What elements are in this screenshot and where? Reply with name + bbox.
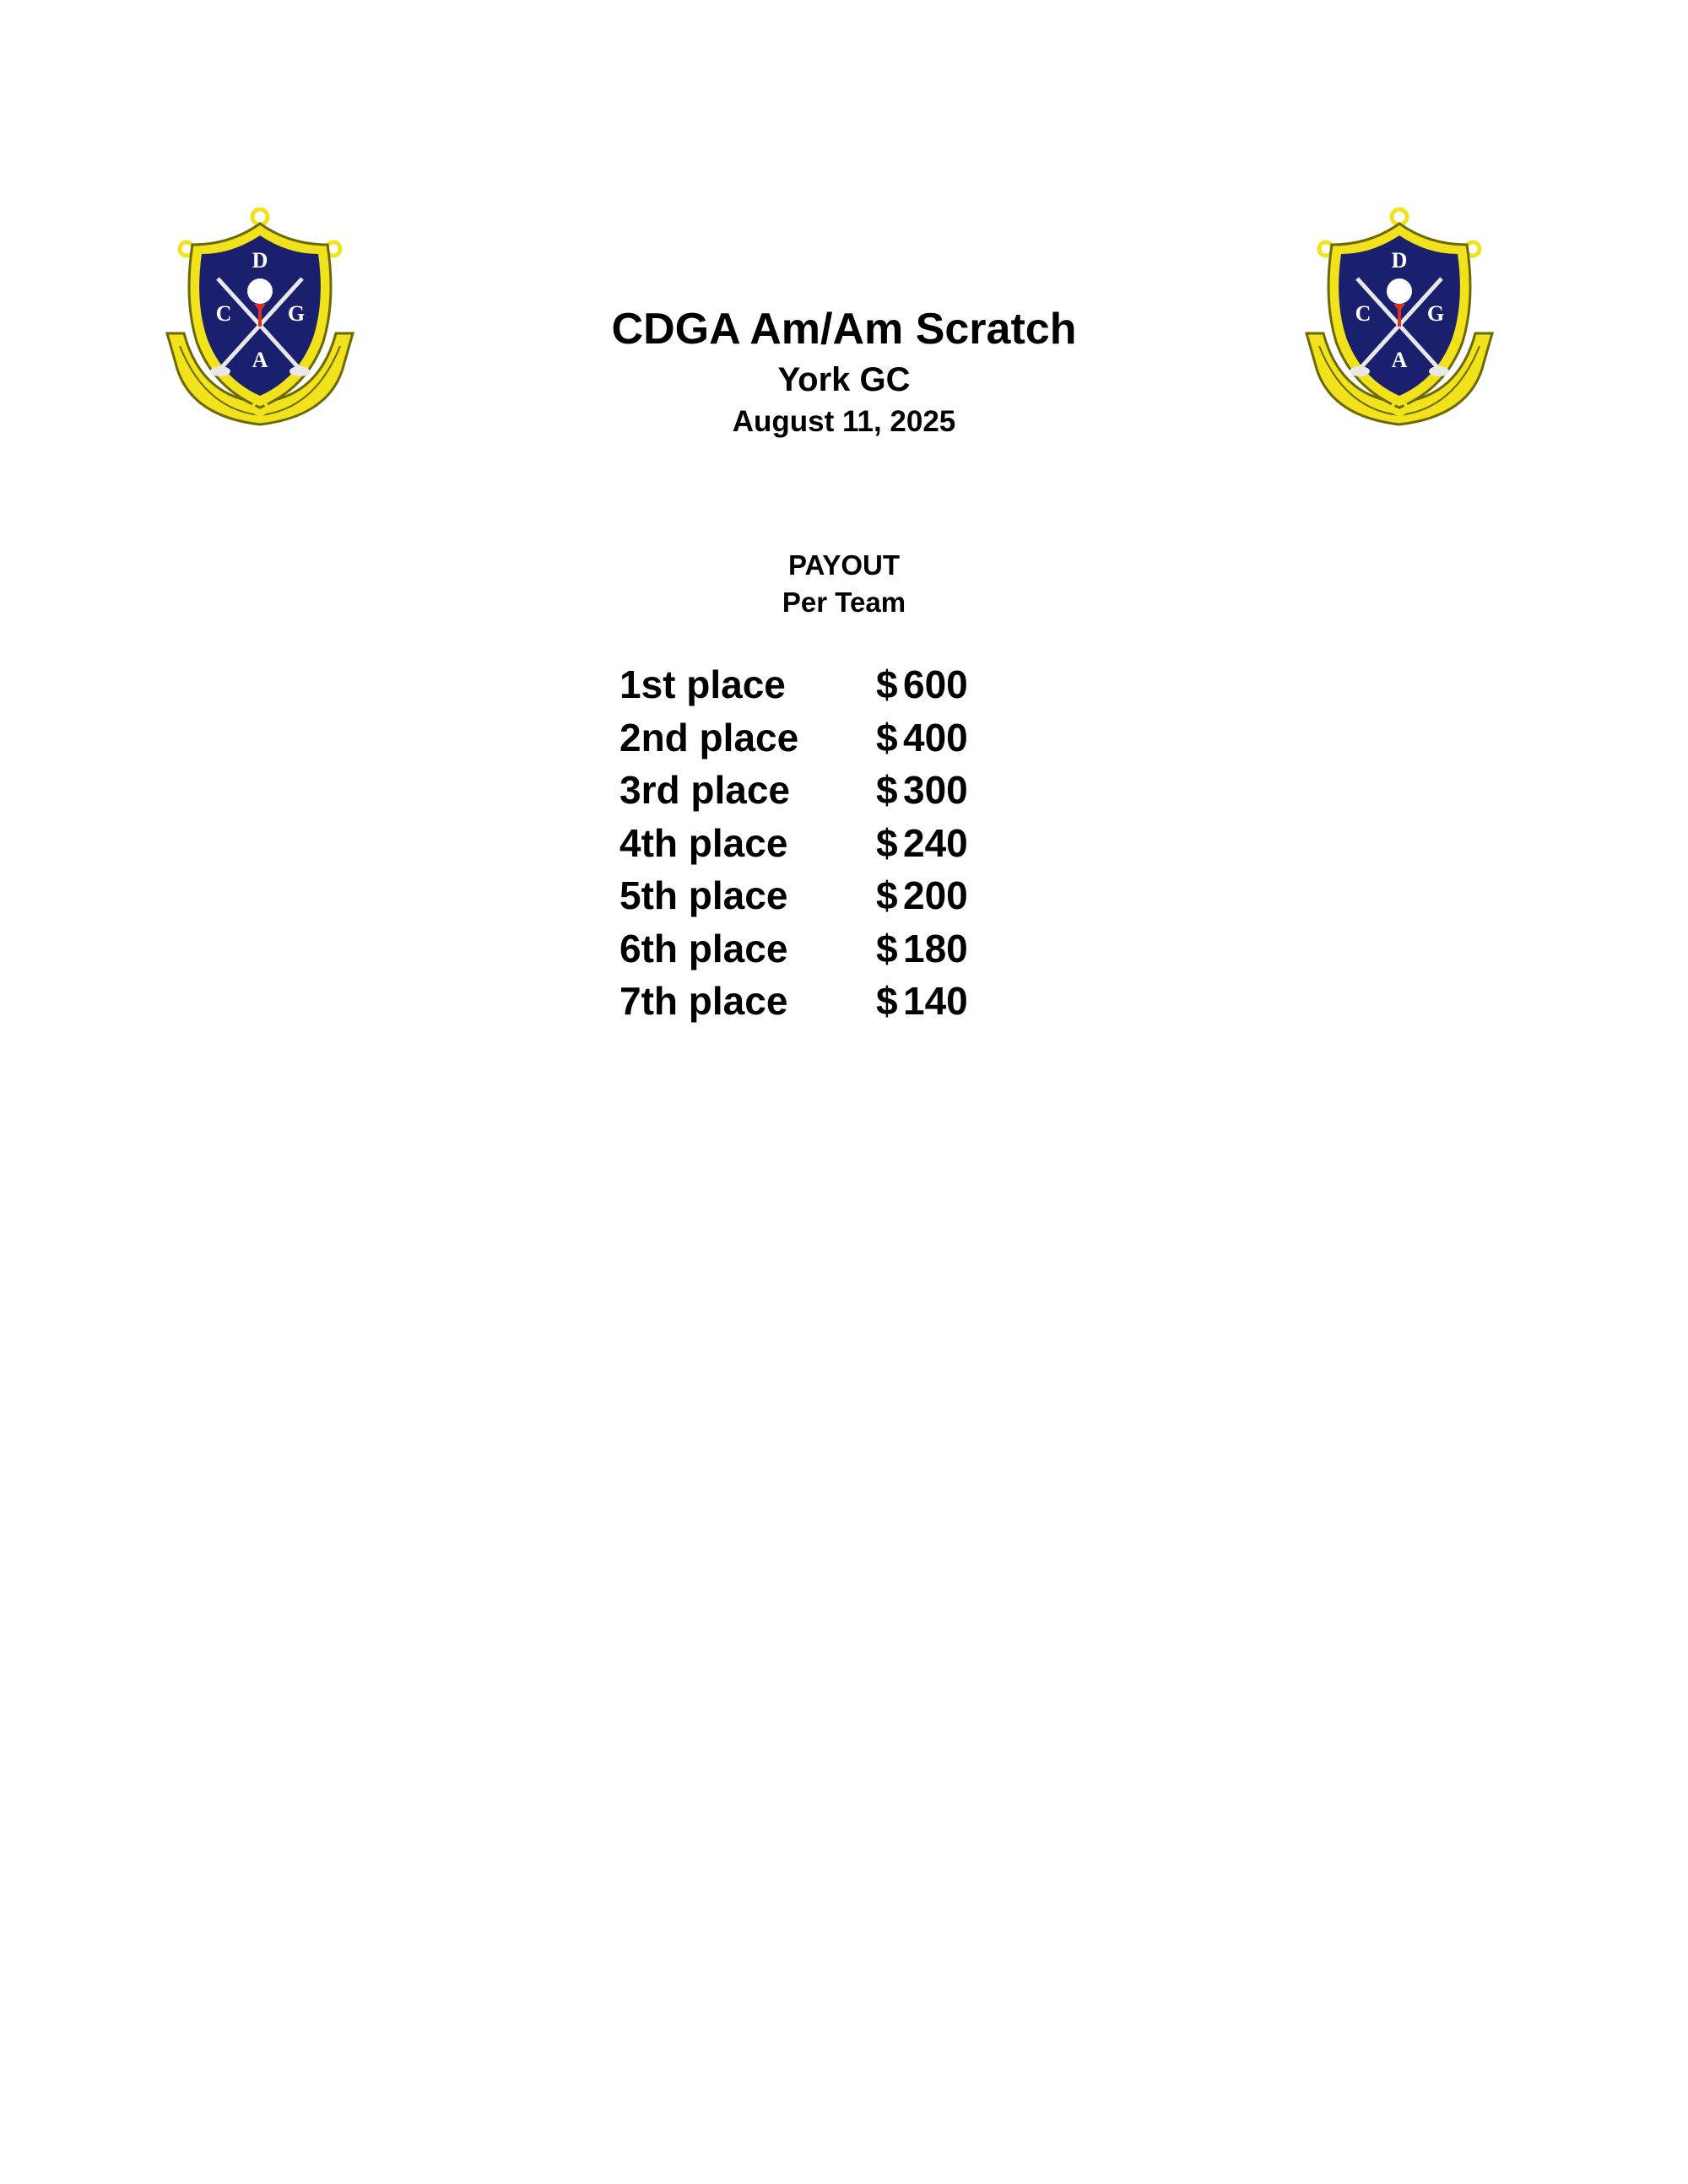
payout-row-1st bbox=[619, 658, 1041, 711]
svg-text:G: G bbox=[287, 301, 306, 326]
place-label: 2nd place bbox=[619, 715, 799, 760]
place-label: 4th place bbox=[619, 820, 788, 865]
payout-row-5th bbox=[619, 869, 1041, 922]
svg-text:A: A bbox=[252, 348, 268, 372]
payout-amount: 240 bbox=[903, 820, 968, 865]
currency-symbol: $ bbox=[876, 768, 898, 812]
event-venue: York GC bbox=[777, 361, 911, 398]
currency-symbol: $ bbox=[876, 820, 898, 865]
place-label: 3rd place bbox=[619, 768, 790, 812]
cdga-logo-left bbox=[163, 207, 357, 435]
place-label: 5th place bbox=[619, 873, 788, 917]
payout-amount: 400 bbox=[903, 715, 968, 760]
payout-subtitle: Per Team bbox=[782, 587, 906, 618]
payout-table bbox=[619, 658, 1041, 1028]
svg-text:C: C bbox=[1355, 301, 1372, 326]
payout-row-7th bbox=[619, 975, 1041, 1028]
svg-text:D: D bbox=[252, 248, 268, 273]
payout-amount: 200 bbox=[903, 873, 968, 917]
svg-text:A: A bbox=[1391, 348, 1408, 372]
payout-amount: 600 bbox=[903, 662, 968, 706]
payout-row-3rd bbox=[619, 764, 1041, 817]
payout-amount: 140 bbox=[903, 979, 968, 1023]
currency-symbol: $ bbox=[876, 873, 898, 917]
svg-text:G: G bbox=[1426, 301, 1445, 326]
currency-symbol: $ bbox=[876, 715, 898, 760]
payout-row-2nd bbox=[619, 711, 1041, 765]
svg-text:D: D bbox=[1391, 248, 1408, 273]
place-label: 1st place bbox=[619, 662, 786, 706]
currency-symbol: $ bbox=[876, 662, 898, 706]
payout-row-4th bbox=[619, 817, 1041, 870]
payout-row-6th bbox=[619, 922, 1041, 976]
place-label: 6th place bbox=[619, 926, 788, 970]
event-date: August 11, 2025 bbox=[732, 405, 956, 438]
place-label: 7th place bbox=[619, 979, 788, 1023]
cdga-logo-right bbox=[1302, 207, 1496, 435]
event-header bbox=[422, 300, 1266, 443]
svg-text:C: C bbox=[215, 301, 232, 326]
currency-symbol: $ bbox=[876, 979, 898, 1023]
payout-amount: 300 bbox=[903, 768, 968, 812]
cdga-crest-icon bbox=[163, 207, 357, 435]
event-title: CDGA Am/Am Scratch bbox=[611, 305, 1077, 354]
currency-symbol: $ bbox=[876, 926, 898, 970]
payout-amount: 180 bbox=[903, 926, 968, 970]
payout-title: PAYOUT bbox=[787, 549, 901, 581]
payout-heading bbox=[422, 547, 1266, 621]
cdga-crest-icon bbox=[1302, 207, 1496, 435]
